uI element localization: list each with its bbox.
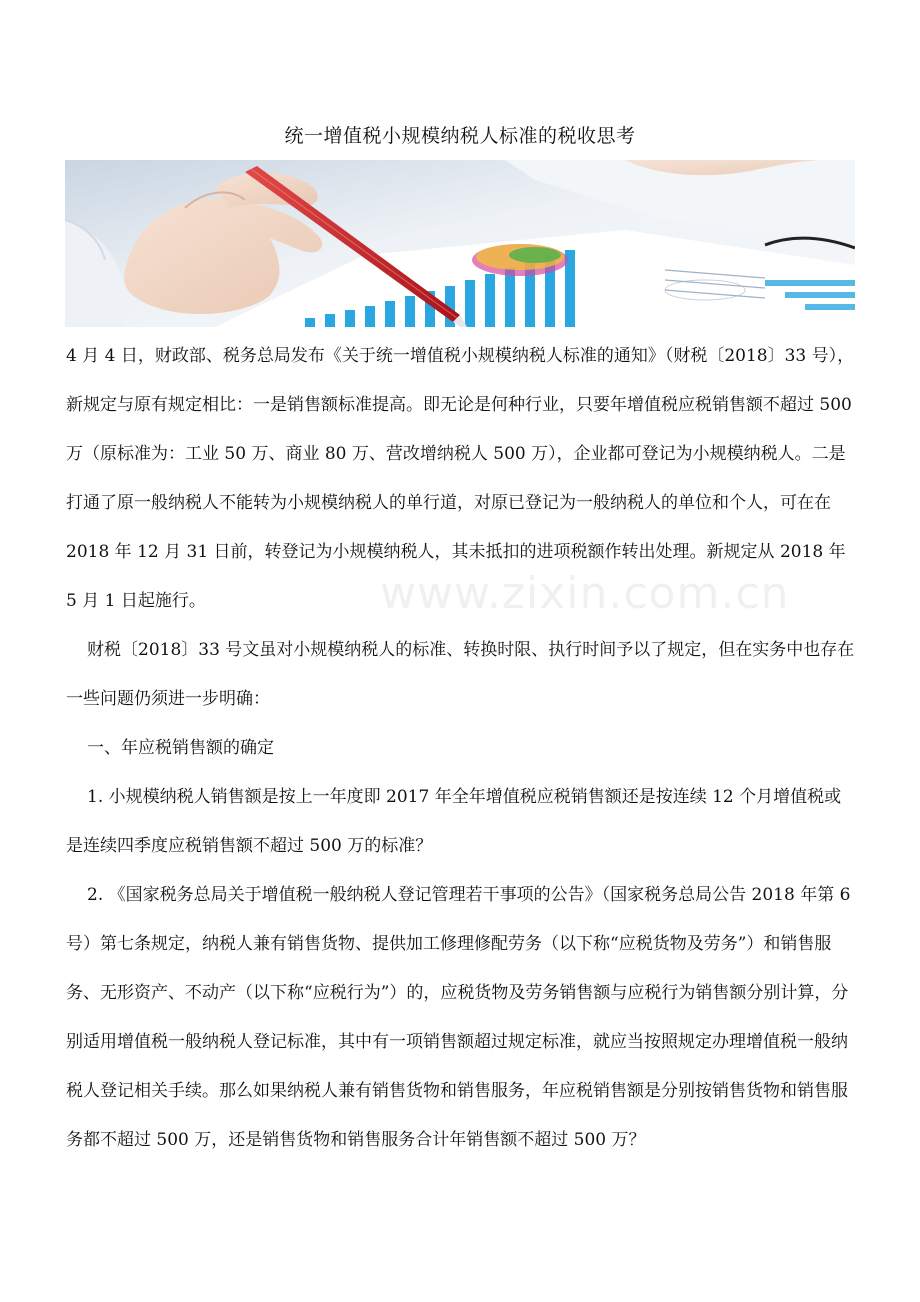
section-heading: 一、年应税销售额的确定 — [87, 738, 274, 758]
paragraph-1: 4 月 4 日，财政部、税务总局发布《关于统一增值税小规模纳税人标准的通知》（财税〔2018〕33 号），新规定与原有规定相比：一是销售额标准提高。即无论是何种行业，只要年增值税应税销售额不超过 500 万（原标准为：工业 50 万、商业 80 万、营改增纳税人 500 万），企业都可登记为小规模纳税人。二是打通了原一般纳税人不能转为小规模纳税人的单行道，对原已登记为一般纳税人的单位和个人，可在在 2018 年 12 月 31 日前，转登记为小规模纳税人，其未抵扣的进项税额作转出处理。新规定从 2018 年 5 月 1 日起施行。 — [66, 346, 855, 611]
paragraph-item-1: 1. 小规模纳税人销售额是按上一年度即 2017 年全年增值税应税销售额还是按连续 12 个月增值税或是连续四季度应税销售额不超过 500 万的标准？ — [66, 787, 842, 856]
paragraph-2: 财税〔2018〕33 号文虽对小规模纳税人的标准、转换时限、执行时间予以了规定，但在实务中也存在一些问题仍须进一步明确： — [66, 640, 855, 709]
paragraph-item-2: 2. 《国家税务总局关于增值税一般纳税人登记管理若干事项的公告》（国家税务总局公告 2018 年第 6 号）第七条规定，纳税人兼有销售货物、提供加工修理修配劳务（以下称“应税货物及劳务”）和销售服务、无形资产、不动产（以下称“应税行为”）的，应税货物及劳务销售额与应税行为销售额分别计算，分别适用增值税一般纳税人登记标准，其中有一项销售额超过规定标准，就应当按照规定办理增值税一般纳税人登记相关手续。那么如果纳税人兼有销售货物和销售服务，年应税销售额是分别按销售货物和销售服务都不超过 500 万，还是销售货物和销售服务合计年销售额不超过 500 万？ — [66, 885, 851, 1150]
document-title: 统一增值税小规模纳税人标准的税收思考 — [284, 125, 636, 147]
hand-pen-chart-illustration — [65, 160, 855, 327]
banner-image — [65, 160, 855, 327]
watermark-text: www.zixin.com.cn — [380, 568, 790, 619]
document-body — [66, 332, 856, 1165]
